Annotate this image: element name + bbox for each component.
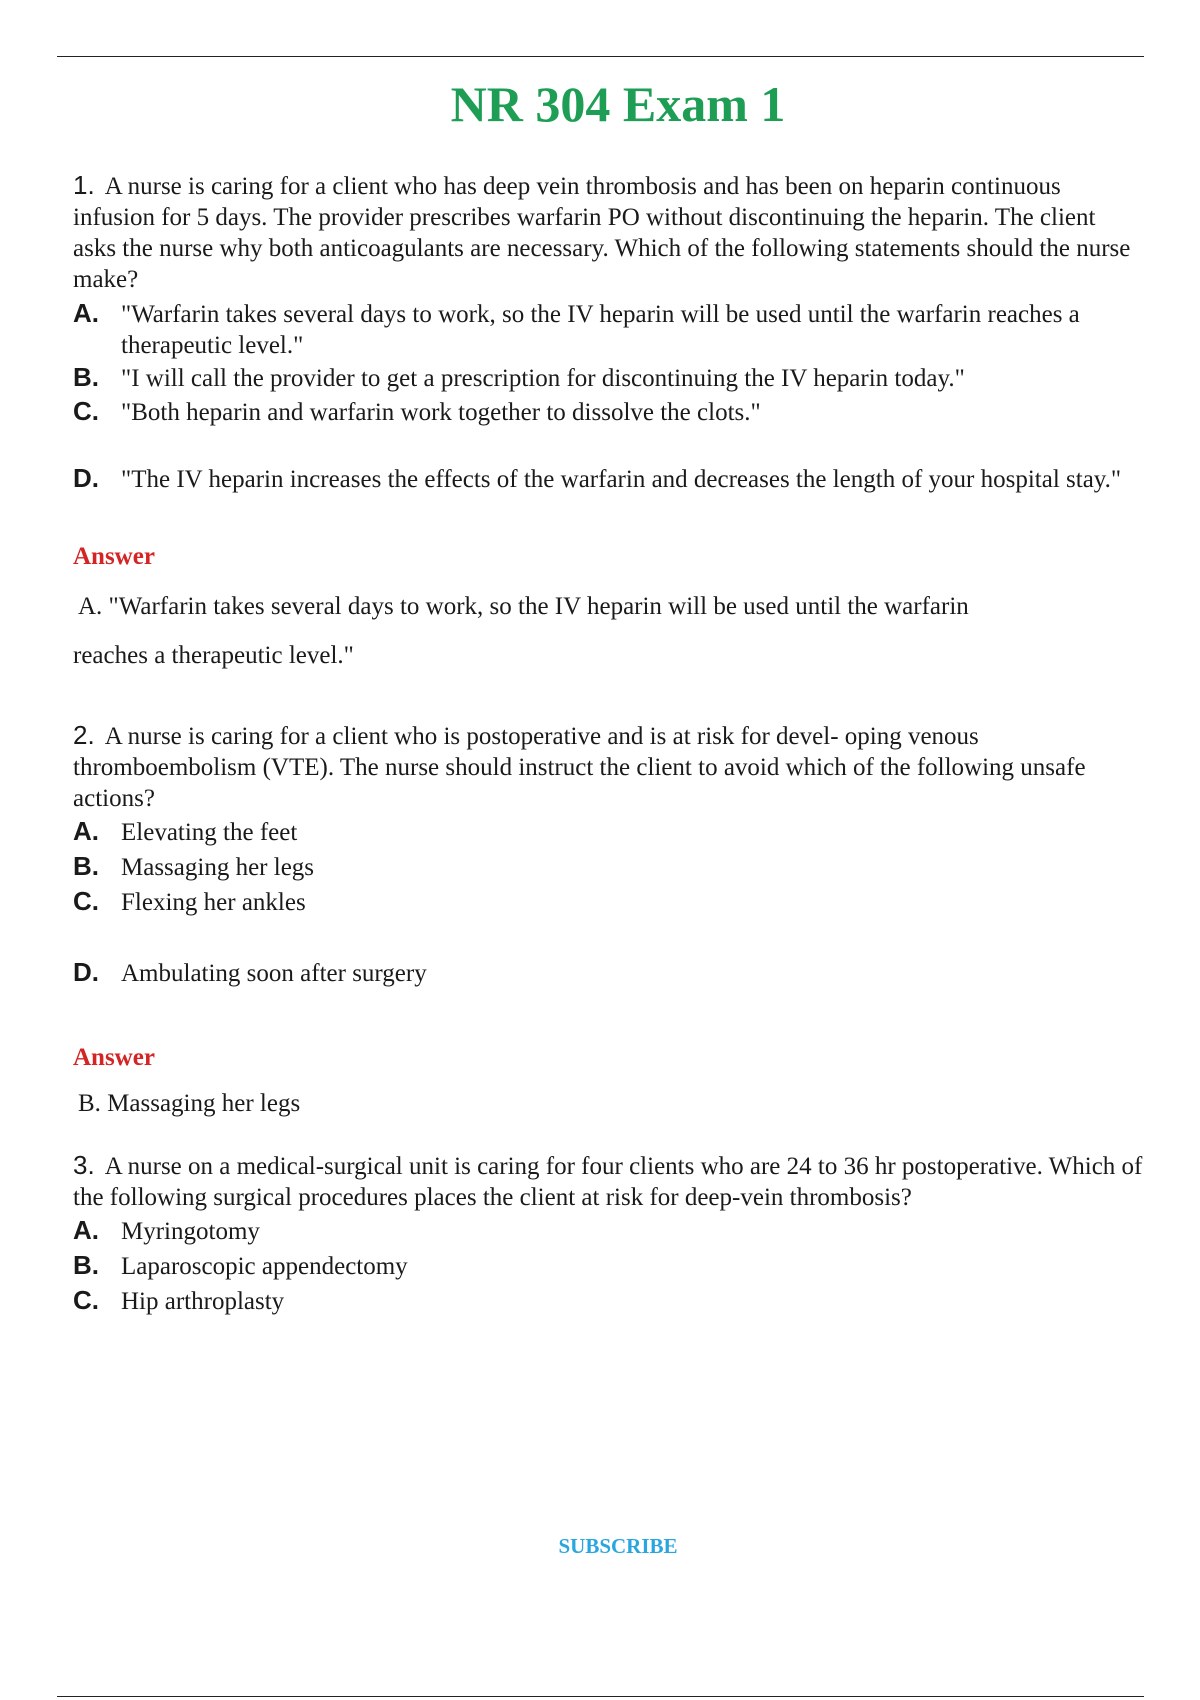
option-text: "I will call the provider to get a prescription for discontinuing the IV heparin today."	[121, 365, 965, 392]
option-letter: A.	[73, 298, 99, 328]
option-letter: D.	[73, 463, 99, 493]
option-text: "Both heparin and warfarin work together to dissolve the clots."	[121, 399, 761, 426]
question-1-option-d	[73, 454, 1143, 504]
option-text: Massaging her legs	[121, 854, 315, 881]
option-letter: C.	[73, 1285, 99, 1315]
option-text: Flexing her ankles	[121, 889, 306, 916]
question-2-number: 2.	[73, 720, 95, 750]
question-1-text: A nurse is caring for a client who has deep vein thrombosis and has been on heparin continuous infusion for 5 days. The provider prescribes warfarin PO without discontinuing the heparin. The client asks the nurse why both anticoagulants are necessary. Which of the following statements should the nurse make?	[73, 173, 1131, 293]
question-2-answer-label: Answer	[73, 1044, 155, 1071]
option-letter: C.	[73, 396, 99, 426]
question-2-option-c	[73, 886, 1143, 918]
top-divider	[57, 56, 1144, 57]
question-3-option-b	[73, 1250, 1143, 1282]
question-2-option-b	[73, 851, 1143, 883]
question-1-answer	[73, 582, 1143, 680]
question-3-option-c	[73, 1285, 1143, 1317]
subscribe-link[interactable]: SUBSCRIBE	[558, 1534, 678, 1558]
question-1	[73, 170, 1143, 680]
question-1-number: 1.	[73, 170, 95, 200]
option-text: "Warfarin takes several days to work, so the IV heparin will be used until the warfarin reaches a therapeutic level."	[121, 301, 1080, 359]
question-1-stem	[73, 170, 1143, 295]
option-text: "The IV heparin increases the effects of the warfarin and decreases the length of your hospital stay."	[121, 466, 1122, 493]
question-2-option-a	[73, 816, 1143, 848]
question-2-option-d	[73, 957, 1143, 989]
question-2-text: A nurse is caring for a client who is postoperative and is at risk for devel- oping venous thromboembolism (VTE). The nurse should instruct the client to avoid which of the following unsafe actions?	[73, 723, 1086, 812]
question-2	[73, 720, 1143, 1128]
question-1-option-c	[73, 396, 1143, 428]
answer-line: A. "Warfarin takes several days to work, so the IV heparin will be used until the warfarin	[78, 593, 969, 620]
answer-line: B. Massaging her legs	[78, 1090, 301, 1117]
option-text: Elevating the feet	[121, 819, 298, 846]
option-letter: B.	[73, 362, 99, 392]
option-text: Laparoscopic appendectomy	[121, 1253, 408, 1280]
question-3	[73, 1150, 1143, 1317]
question-2-stem	[73, 720, 1143, 814]
bottom-divider	[57, 1696, 1144, 1697]
question-1-answer-label: Answer	[73, 543, 155, 570]
page-title: NR 304 Exam 1	[450, 76, 786, 132]
option-text: Ambulating soon after surgery	[121, 960, 427, 987]
option-letter: A.	[73, 1215, 99, 1245]
question-2-answer	[73, 1079, 1143, 1128]
answer-line: reaches a therapeutic level."	[73, 642, 354, 669]
option-text: Hip arthroplasty	[121, 1288, 285, 1315]
question-3-number: 3.	[73, 1150, 95, 1180]
option-letter: B.	[73, 1250, 99, 1280]
question-1-option-b	[73, 362, 1143, 394]
exam-content	[73, 170, 1143, 1317]
option-text: Myringotomy	[121, 1218, 260, 1245]
question-1-option-a	[73, 298, 1143, 361]
option-letter: C.	[73, 886, 99, 916]
option-letter: B.	[73, 851, 99, 881]
question-3-text: A nurse on a medical-surgical unit is caring for four clients who are 24 to 36 hr postoperative. Which of the following surgical procedures places the client at risk for deep-vein thrombosis?	[73, 1153, 1143, 1211]
question-3-stem	[73, 1150, 1143, 1213]
option-letter: A.	[73, 816, 99, 846]
option-letter: D.	[73, 957, 99, 987]
question-3-option-a	[73, 1215, 1143, 1247]
